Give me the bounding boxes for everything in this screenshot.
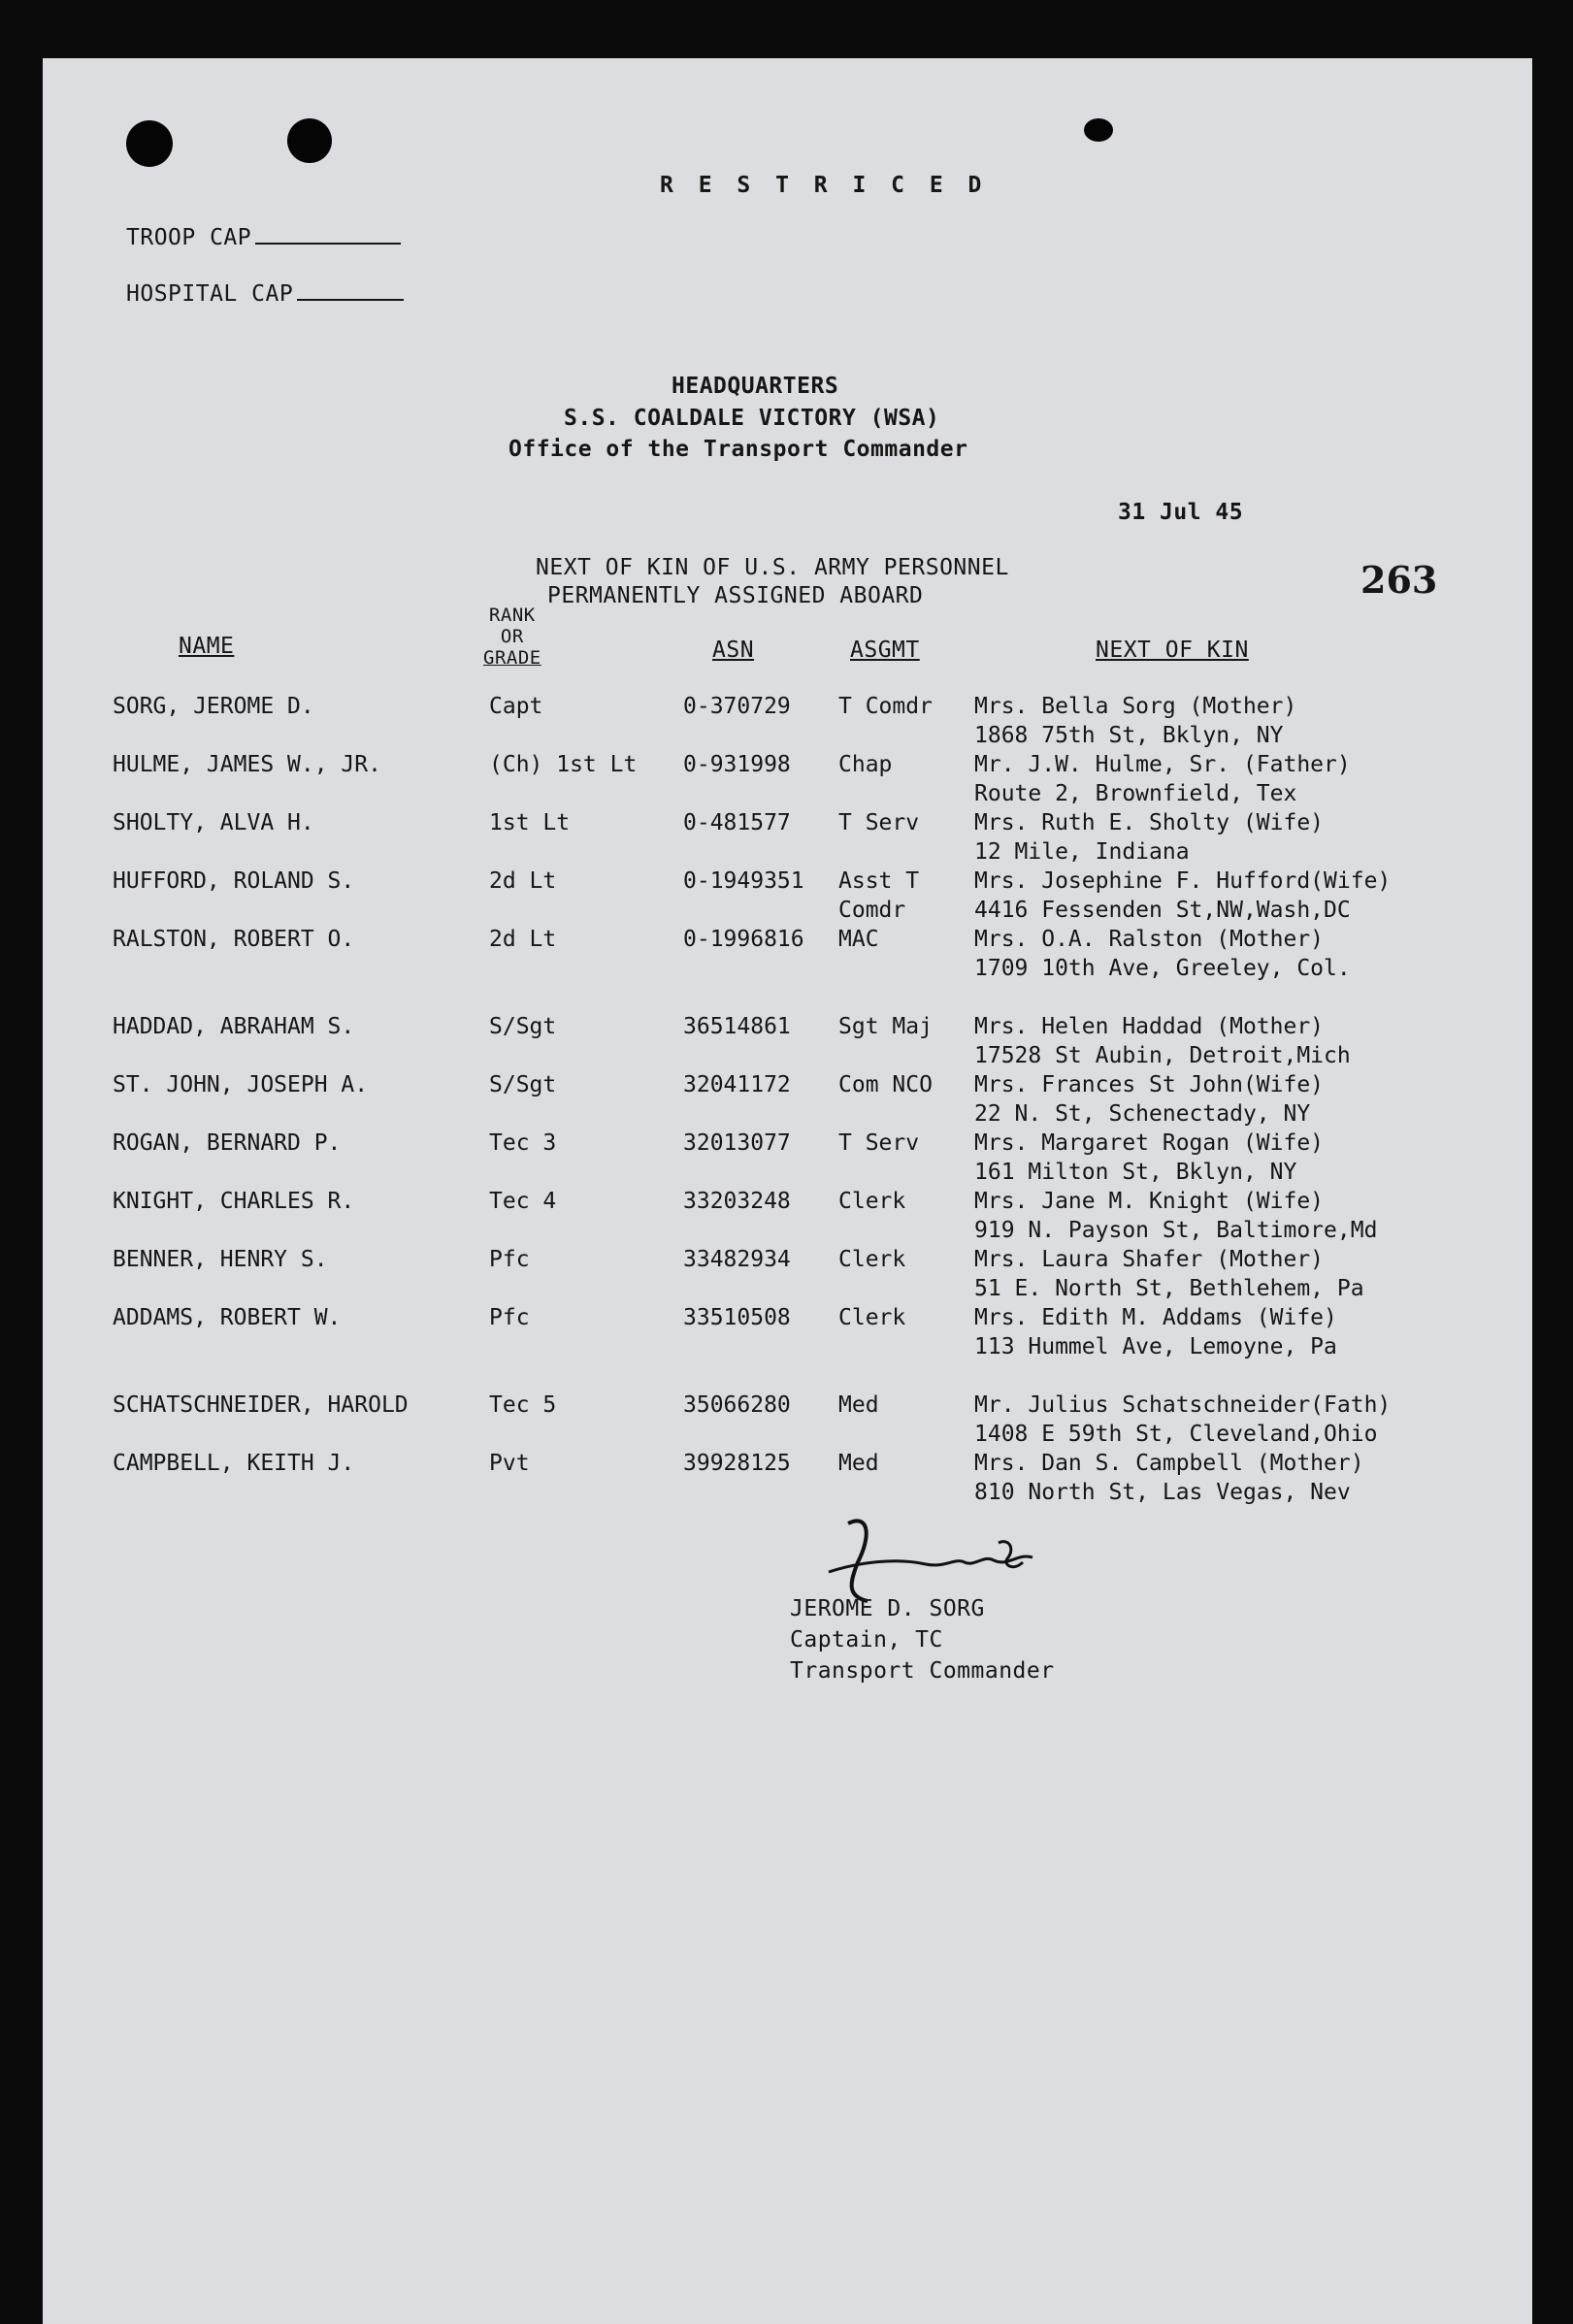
table-row (43, 808, 1532, 867)
row-asn: 36514861 (683, 1014, 791, 1039)
row-rank: Pfc (489, 1247, 530, 1272)
row-asn: 39928125 (683, 1451, 791, 1476)
row-name: SCHATSCHNEIDER, HAROLD (113, 1392, 409, 1418)
row-name: ADDAMS, ROBERT W. (113, 1305, 342, 1330)
hospital-cap-field (126, 281, 404, 307)
row-kin-address: 1709 10th Ave, Greeley, Col. (974, 956, 1351, 981)
row-asn: 32013077 (683, 1130, 791, 1156)
row-asn: 35066280 (683, 1392, 791, 1418)
row-asgmt: Asst T (838, 868, 920, 894)
row-name: CAMPBELL, KEITH J. (113, 1451, 355, 1476)
row-kin-name: Mrs. Ruth E. Sholty (Wife) (974, 810, 1325, 835)
row-name: ST. JOHN, JOSEPH A. (113, 1072, 369, 1097)
row-rank: 2d Lt (489, 927, 557, 952)
row-kin-name: Mrs. Jane M. Knight (Wife) (974, 1189, 1325, 1214)
row-kin-name: Mrs. Edith M. Addams (Wife) (974, 1305, 1337, 1330)
headquarters-heading: HEADQUARTERS (672, 374, 839, 399)
row-kin-address: 17528 St Aubin, Detroit,Mich (974, 1043, 1351, 1068)
hospital-cap-label: HOSPITAL CAP (126, 281, 294, 307)
row-asgmt-line2: Comdr (838, 898, 906, 923)
col-header-kin: NEXT OF KIN (1096, 638, 1249, 663)
row-asgmt: Clerk (838, 1247, 906, 1272)
row-kin-address: 4416 Fessenden St,NW,Wash,DC (974, 898, 1351, 923)
punch-hole-right (1084, 118, 1113, 142)
punch-hole-middle (287, 118, 332, 163)
table-row (43, 750, 1532, 808)
table-row (43, 925, 1532, 983)
col-header-name: NAME (179, 634, 235, 659)
row-kin-address: 22 N. St, Schenectady, NY (974, 1101, 1311, 1127)
row-asgmt: Med (838, 1451, 879, 1476)
row-name: SORG, JEROME D. (113, 694, 314, 719)
row-rank: Tec 3 (489, 1130, 557, 1156)
col-header-rank-line3: GRADE (483, 647, 541, 669)
row-rank: Capt (489, 694, 543, 719)
signature-rank: Captain, TC (790, 1627, 943, 1653)
row-kin-name: Mrs. Josephine F. Hufford(Wife) (974, 868, 1392, 894)
row-name: RALSTON, ROBERT O. (113, 927, 355, 952)
row-asn: 0-481577 (683, 810, 791, 835)
punch-hole-left (126, 120, 173, 167)
row-asgmt: Com NCO (838, 1072, 933, 1097)
table-row (43, 1012, 1532, 1070)
row-rank: 2d Lt (489, 868, 557, 894)
row-rank: S/Sgt (489, 1014, 557, 1039)
row-asn: 0-370729 (683, 694, 791, 719)
row-kin-address: 51 E. North St, Bethlehem, Pa (974, 1276, 1364, 1301)
col-header-rank (483, 605, 541, 669)
document-page (43, 58, 1532, 2324)
row-name: BENNER, HENRY S. (113, 1247, 328, 1272)
row-kin-address: 161 Milton St, Bklyn, NY (974, 1160, 1297, 1185)
row-asgmt: Clerk (838, 1189, 906, 1214)
table-row (43, 692, 1532, 750)
row-asgmt: MAC (838, 927, 879, 952)
col-header-asgmt: ASGMT (850, 638, 920, 663)
row-name: ROGAN, BERNARD P. (113, 1130, 342, 1156)
row-name: SHOLTY, ALVA H. (113, 810, 314, 835)
row-asn: 0-1996816 (683, 927, 804, 952)
row-kin-address: 1868 75th St, Bklyn, NY (974, 723, 1284, 748)
table-row (43, 1245, 1532, 1303)
row-asgmt: Sgt Maj (838, 1014, 933, 1039)
table-row (43, 867, 1532, 925)
row-rank: Tec 5 (489, 1392, 557, 1418)
table-row (43, 1303, 1532, 1361)
row-name: HUFFORD, ROLAND S. (113, 868, 355, 894)
classification-marking: R E S T R I C E D (660, 173, 988, 198)
table-row (43, 1449, 1532, 1507)
row-kin-name: Mrs. Margaret Rogan (Wife) (974, 1130, 1325, 1156)
row-asn: 32041172 (683, 1072, 791, 1097)
page-number: 263 (1360, 558, 1438, 602)
row-rank: (Ch) 1st Lt (489, 752, 638, 777)
row-kin-address: 113 Hummel Ave, Lemoyne, Pa (974, 1334, 1337, 1359)
row-asgmt: T Comdr (838, 694, 933, 719)
ship-name: S.S. COALDALE VICTORY (WSA) (564, 406, 940, 431)
row-kin-name: Mrs. Frances St John(Wife) (974, 1072, 1325, 1097)
row-rank: 1st Lt (489, 810, 571, 835)
row-kin-name: Mrs. Laura Shafer (Mother) (974, 1247, 1325, 1272)
row-asn: 33203248 (683, 1189, 791, 1214)
row-kin-name: Mr. J.W. Hulme, Sr. (Father) (974, 752, 1351, 777)
list-title-line1: NEXT OF KIN OF U.S. ARMY PERSONNEL (536, 555, 1009, 580)
row-kin-address: 12 Mile, Indiana (974, 839, 1190, 865)
office-heading: Office of the Transport Commander (508, 437, 968, 462)
table-row (43, 1129, 1532, 1187)
row-asn: 33510508 (683, 1305, 791, 1330)
list-title-line2: PERMANENTLY ASSIGNED ABOARD (547, 583, 924, 608)
row-asgmt: T Serv (838, 1130, 920, 1156)
table-row (43, 1187, 1532, 1245)
row-asn: 33482934 (683, 1247, 791, 1272)
col-header-rank-line2: OR (500, 626, 524, 647)
row-name: HADDAD, ABRAHAM S. (113, 1014, 355, 1039)
row-kin-name: Mr. Julius Schatschneider(Fath) (974, 1392, 1392, 1418)
row-kin-name: Mrs. Bella Sorg (Mother) (974, 694, 1297, 719)
row-kin-address: 919 N. Payson St, Baltimore,Md (974, 1218, 1378, 1243)
row-kin-address: Route 2, Brownfield, Tex (974, 781, 1297, 806)
row-asgmt: Med (838, 1392, 879, 1418)
row-kin-name: Mrs. Dan S. Campbell (Mother) (974, 1451, 1364, 1476)
row-asgmt: T Serv (838, 810, 920, 835)
row-kin-name: Mrs. O.A. Ralston (Mother) (974, 927, 1325, 952)
row-asn: 0-931998 (683, 752, 791, 777)
troop-cap-label: TROOP CAP (126, 225, 252, 250)
row-rank: Pvt (489, 1451, 530, 1476)
row-name: KNIGHT, CHARLES R. (113, 1189, 355, 1214)
row-asgmt: Clerk (838, 1305, 906, 1330)
table-row (43, 1070, 1532, 1129)
row-kin-name: Mrs. Helen Haddad (Mother) (974, 1014, 1325, 1039)
signature-title: Transport Commander (790, 1658, 1055, 1684)
row-asgmt: Chap (838, 752, 893, 777)
col-header-rank-line1: RANK (488, 605, 536, 626)
row-asn: 0-1949351 (683, 868, 804, 894)
row-rank: S/Sgt (489, 1072, 557, 1097)
row-kin-address: 810 North St, Las Vegas, Nev (974, 1480, 1351, 1505)
table-row (43, 1391, 1532, 1449)
row-kin-address: 1408 E 59th St, Cleveland,Ohio (974, 1422, 1378, 1447)
row-rank: Tec 4 (489, 1189, 557, 1214)
row-rank: Pfc (489, 1305, 530, 1330)
row-name: HULME, JAMES W., JR. (113, 752, 381, 777)
troop-cap-field (126, 225, 401, 250)
signature-name: JEROME D. SORG (790, 1596, 985, 1621)
col-header-asn: ASN (712, 638, 755, 663)
document-date: 31 Jul 45 (1118, 500, 1244, 525)
